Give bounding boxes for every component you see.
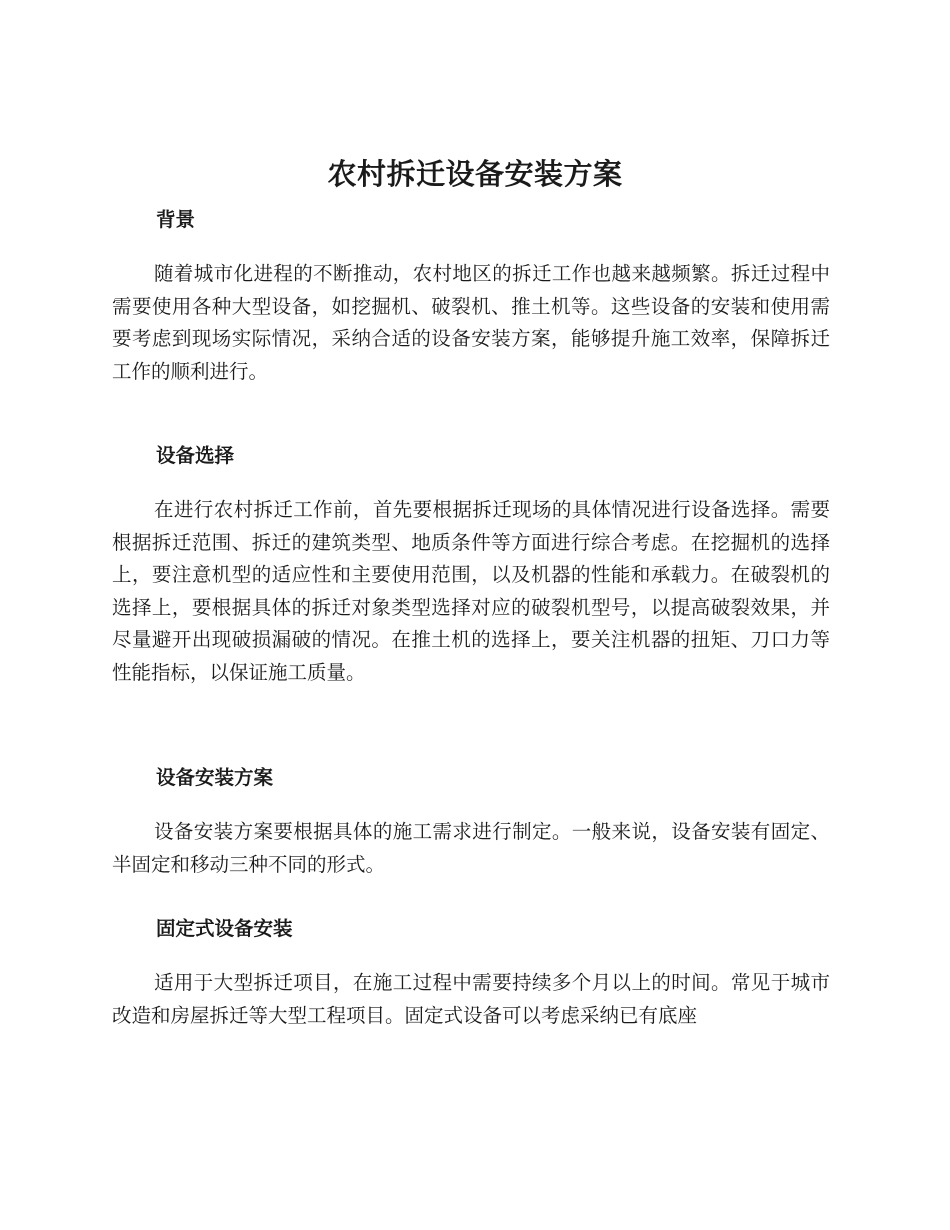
document-title: 农村拆迁设备安装方案	[327, 157, 623, 191]
section-paragraph-equipment-selection: 在进行农村拆迁工作前，首先要根据拆迁现场的具体情况进行设备选择。需要根据拆迁范围、拆迁的建筑类型、地质条件等方面进行综合考虑。在挖掘机的选择上，要注意机型的适应性和主要使用范围，以及机器的性能和承载力。在破裂机的选择上，要根据具体的拆迁对象类型选择对应的破裂机型号，以提高破裂效果，并尽量避开出现破损漏破的情况。在推土机的选择上，要关注机器的扭矩、刀口力等性能指标，以保证施工质量。	[112, 498, 830, 684]
section-heading-background: 背景	[156, 208, 196, 231]
section-paragraph-installation-plan: 设备安装方案要根据具体的施工需求进行制定。一般来说，设备安装有固定、半固定和移动三种不同的形式。	[112, 820, 830, 876]
section-paragraph-fixed-installation: 适用于大型拆迁项目，在施工过程中需要持续多个月以上的时间。常见于城市改造和房屋拆迁等大型工程项目。固定式设备可以考虑采纳已有底座	[112, 971, 830, 1027]
section-heading-fixed-installation: 固定式设备安装	[156, 917, 293, 940]
section-heading-installation-plan: 设备安装方案	[156, 766, 274, 789]
section-heading-equipment-selection: 设备选择	[156, 444, 235, 467]
section-paragraph-background: 随着城市化进程的不断推动，农村地区的拆迁工作也越来越频繁。拆迁过程中需要使用各种大型设备，如挖掘机、破裂机、推土机等。这些设备的安装和使用需要考虑到现场实际情况，采纳合适的设备安装方案，能够提升施工效率，保障拆迁工作的顺利进行。	[112, 262, 830, 383]
